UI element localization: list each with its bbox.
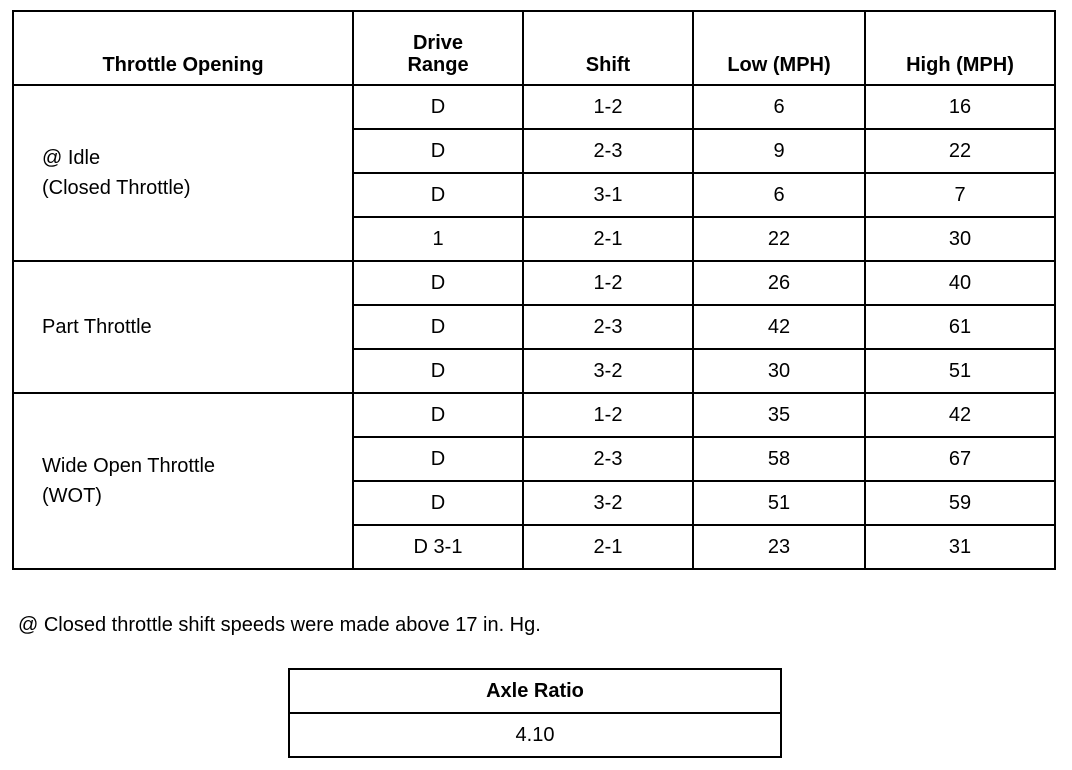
shift-cell: 2-3 [523,437,693,481]
shift-cell: 1-2 [523,261,693,305]
drive-range-cell: D [353,393,523,437]
low-mph-cell: 22 [693,217,865,261]
drive-range-cell: D [353,305,523,349]
low-mph-cell: 6 [693,173,865,217]
drive-range-cell: D [353,129,523,173]
table-row [13,261,1055,305]
header-high-mph: High (MPH) [865,11,1055,85]
table-row [13,393,1055,437]
header-low-mph: Low (MPH) [693,11,865,85]
drive-range-cell: D [353,437,523,481]
high-mph-cell: 42 [865,393,1055,437]
shift-cell: 3-2 [523,349,693,393]
axle-ratio-header: Axle Ratio [289,669,781,713]
shift-cell: 3-1 [523,173,693,217]
group-label-part-throttle [13,261,353,393]
high-mph-cell: 51 [865,349,1055,393]
axle-ratio-value: 4.10 [289,713,781,757]
low-mph-cell: 26 [693,261,865,305]
shift-cell: 2-3 [523,305,693,349]
drive-range-cell: D [353,173,523,217]
low-mph-cell: 9 [693,129,865,173]
shift-cell: 2-3 [523,129,693,173]
shift-cell: 2-1 [523,217,693,261]
group-label-idle [13,85,353,261]
drive-range-cell: D [353,85,523,129]
low-mph-cell: 42 [693,305,865,349]
high-mph-cell: 30 [865,217,1055,261]
high-mph-cell: 7 [865,173,1055,217]
axle-ratio-table [288,668,782,758]
axle-value-row [289,713,781,757]
low-mph-cell: 30 [693,349,865,393]
shift-table-header [13,11,1055,85]
drive-range-cell: D 3-1 [353,525,523,569]
low-mph-cell: 51 [693,481,865,525]
shift-cell: 1-2 [523,393,693,437]
header-throttle-opening: Throttle Opening [13,11,353,85]
drive-range-cell: D [353,481,523,525]
low-mph-cell: 23 [693,525,865,569]
group-label-line: Part Throttle [42,316,152,338]
axle-header-row [289,669,781,713]
group-label-line: Wide Open Throttle [42,455,216,477]
shift-cell: 1-2 [523,85,693,129]
header-drive-range-line2: Range [407,54,469,76]
shift-cell: 3-2 [523,481,693,525]
table-row [13,85,1055,129]
footnote: @ Closed throttle shift speeds were made above 17 in. Hg. [18,614,541,636]
low-mph-cell: 58 [693,437,865,481]
low-mph-cell: 6 [693,85,865,129]
high-mph-cell: 22 [865,129,1055,173]
drive-range-cell: D [353,349,523,393]
header-drive-range [353,11,523,85]
group-label-line: @ Idle [42,147,101,169]
high-mph-cell: 16 [865,85,1055,129]
header-drive-range-line1: Drive [412,32,464,54]
low-mph-cell: 35 [693,393,865,437]
header-shift: Shift [523,11,693,85]
group-label-line: (Closed Throttle) [42,177,191,199]
high-mph-cell: 67 [865,437,1055,481]
group-label-wide-open-throttle [13,393,353,569]
header-row [13,11,1055,85]
shift-speed-table [12,10,1056,570]
drive-range-cell: D [353,261,523,305]
shift-table-body [13,85,1055,569]
drive-range-cell: 1 [353,217,523,261]
high-mph-cell: 61 [865,305,1055,349]
high-mph-cell: 40 [865,261,1055,305]
high-mph-cell: 59 [865,481,1055,525]
group-label-line: (WOT) [42,485,102,507]
high-mph-cell: 31 [865,525,1055,569]
shift-cell: 2-1 [523,525,693,569]
